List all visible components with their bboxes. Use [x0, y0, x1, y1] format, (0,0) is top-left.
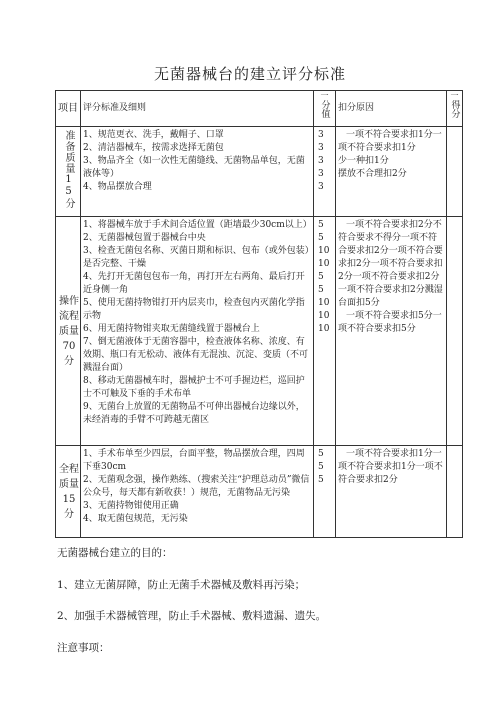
paragraph-notes-heading: 注意事项： — [57, 642, 110, 654]
get-overall — [447, 446, 463, 538]
header-deduct: 扣分原因 — [336, 91, 447, 127]
paragraph-purpose-2: 2、加强手术器械管理，防止手术器械、敷料遗漏、遗失。 — [57, 610, 327, 622]
scores-overall: 5 5 5 — [314, 446, 336, 538]
table-header-row — [56, 91, 463, 127]
header-criteria: 评分标准及细则 — [81, 91, 314, 127]
deduct-process: 一项不符合要求扣2分不符合要求不得分一项不符合要求扣2分一项不符合要求扣2分一项不符合要求扣2分一项不符合要求扣2分一项不符合要求扣2分溅湿台面扣5分 一项不符合要求扣5分一项不符合要求扣5分 — [336, 217, 447, 446]
deduct-prep: 一项不符合要求扣1分一项不符合要求扣1分 少一种扣1分 摆放不合理扣2分 — [336, 127, 447, 217]
table-row — [56, 127, 463, 217]
category-overall: 全程质量15分 — [56, 446, 81, 538]
category-prep: 准备质量15分 — [56, 127, 81, 217]
document-title: 无菌器械台的建立评分标准 — [153, 65, 346, 83]
paragraph-purpose-1: 1、建立无菌屏障，防止无菌手术器械及敷料再污染； — [57, 579, 306, 591]
scoring-table — [55, 90, 463, 538]
header-get: 一 得分 — [447, 91, 463, 127]
header-item: 项目 — [56, 91, 81, 127]
criteria-process: 1、将器械车放于手术间合适位置（距墙最少30cm以上） 2、无菌器械包置于器械台中央 3、检查无菌包名称、灭菌日期和标识、包布（或外包装）是否完整、干燥 4、先打开无菌包包布一角，再打开左右两角、最后打开近身侧一角 5、使用无菌持物钳打开内层夹巾，检查包内灭菌化学指示物 6、用无菌持物钳夹取无菌缝线置于器械台上 7、倒无菌液体于无菌容器中，检查液体名称、浓度、有效期、瓶口有无松动、液体有无混浊、沉淀、变质（不可溅湿台面） 8、移动无菌器械车时，器械护士不可手握边栏，巡回护士不可触及下垂的手术布单 9、无菌台上放置的无菌物品不可伸出器械台边缘以外，未经消毒的手臂不可跨越无菌区 — [81, 217, 314, 446]
get-process — [447, 217, 463, 446]
table-row — [56, 446, 463, 538]
paragraph-purpose-heading: 无菌器械台建立的目的： — [57, 547, 173, 559]
scores-prep: 3 3 3 3 3 — [314, 127, 336, 217]
scores-process: 5 5 10 10 5 5 10 10 10 — [314, 217, 336, 446]
table-row — [56, 217, 463, 446]
category-process: 操作流程质量70分 — [56, 217, 81, 446]
header-score: 一 分值 — [314, 91, 336, 127]
criteria-overall: 1、手术布单至少四层，台面平整，物品摆放合理，四周下垂30cm 2、无菌观念强，操作熟练、（搜索关注“护理总动员”微信公众号，每天都有新收获！）规范，无菌物品无污染 3、无菌持物钳使用正确 4、取无菌包规范，无污染 — [81, 446, 314, 538]
get-prep — [447, 127, 463, 217]
criteria-prep: 1、规范更衣、洗手，戴帽子、口罩 2、清洁器械车，按需求选择无菌包 3、物品齐全（如一次性无菌缝线、无菌物品单包，无菌液体等） 4、物品摆放合理 — [81, 127, 314, 217]
deduct-overall: 一项不符合要求扣1分一项不符合要求扣1分一项不符合要求扣2分 — [336, 446, 447, 538]
